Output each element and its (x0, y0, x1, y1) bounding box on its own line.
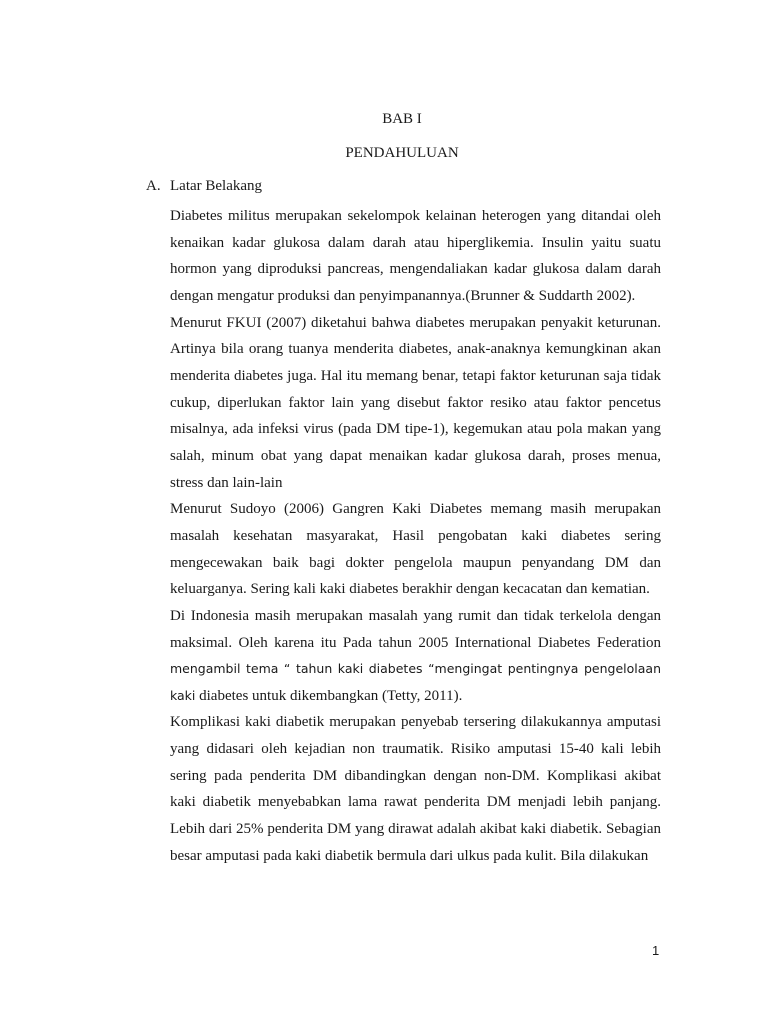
section-number: A. (146, 178, 161, 194)
paragraph-text: diabetes untuk dikembangkan (Tetty, 2011). (195, 687, 463, 704)
chapter-label: BAB I (382, 111, 422, 127)
paragraph-text: Di Indonesia masih merupakan masalah yang rumit dan tidak terkelola dengan maksimal. Oleh karena itu Pada tahun 2005 International Diabetes Federation (170, 607, 661, 651)
paragraph: Diabetes militus merupakan sekelompok kelainan heterogen yang ditandai oleh kenaikan kadar glukosa dalam darah atau hiperglikemia. Insulin yaitu suatu hormon yang diproduksi pancreas, mengendaliakan kadar glukosa dalam darah dengan mengatur produksi dan penyimpanannya.(Brunner & Suddarth 2002). (170, 208, 661, 304)
paragraph: Menurut FKUI (2007) diketahui bahwa diabetes merupakan penyakit keturunan. Artinya bila orang tuanya menderita diabetes, anak-anaknya kemungkinan akan menderita diabetes juga. Hal itu memang benar, tetapi faktor keturunan saja tidak cukup, diperlukan faktor lain yang disebut faktor resiko atau faktor pencetus misalnya, ada infeksi virus (pada DM tipe-1), kegemukan atau pola makan yang salah, minum obat yang dapat menaikan kadar glukosa darah, proses menua, stress dan lain-lain (170, 314, 661, 491)
page-number: 1 (652, 943, 660, 958)
section-title: Latar Belakang (170, 178, 263, 194)
body-text (170, 203, 661, 869)
paragraph (170, 603, 661, 710)
chapter-title: PENDAHULUAN (345, 145, 459, 161)
paragraph-text-sans: mengambil tema “ tahun kaki diabetes “mengingat pentingnya pengelolaan kaki (170, 661, 661, 703)
paragraph: Komplikasi kaki diabetik merupakan penyebab tersering dilakukannya amputasi yang didasari oleh kejadian non traumatik. Risiko amputasi 15-40 kali lebih sering pada penderita DM dibandingkan dengan non-DM. Komplikasi akibat kaki diabetik menyebabkan lama rawat penderita DM menjadi lebih panjang. Lebih dari 25% penderita DM yang dirawat adalah akibat kaki diabetik. Sebagian besar amputasi pada kaki diabetik bermula dari ulkus pada kulit. Bila dilakukan (170, 714, 661, 864)
paragraph: Menurut Sudoyo (2006) Gangren Kaki Diabetes memang masih merupakan masalah kesehatan masyarakat, Hasil pengobatan kaki diabetes sering mengecewakan baik bagi dokter pengelola maupun penyandang DM dan keluarganya. Sering kali kaki diabetes berakhir dengan kecacatan dan kematian. (170, 501, 661, 598)
section-heading (146, 176, 262, 196)
